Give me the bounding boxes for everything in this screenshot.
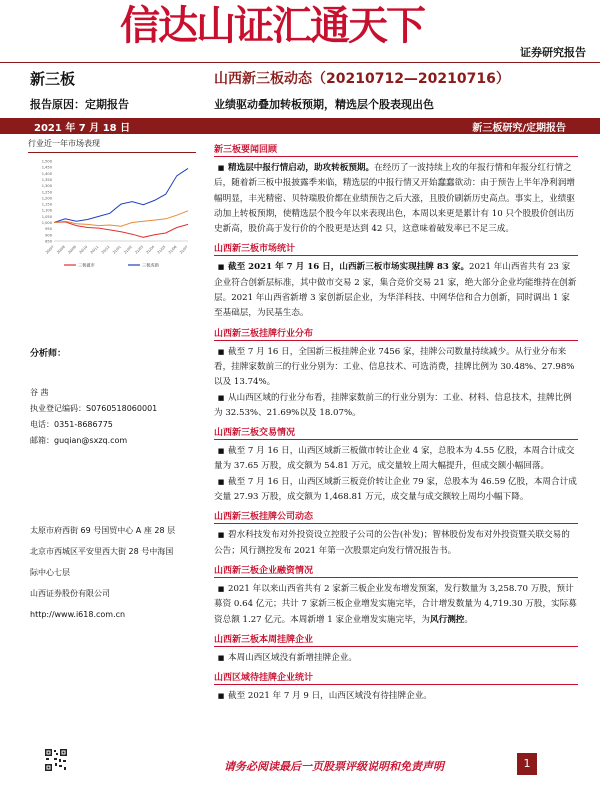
report-title: 山西新三板动态（20210712—20210716） — [214, 71, 510, 87]
x-tick-label: 20/12 — [100, 244, 111, 255]
brand-logo-text: 信达山证汇通天下 — [120, 2, 424, 49]
paragraph-text: 截至 7 月 16 日，山西区域新三板竞价转让企业 79 家，总股本为 46.59 亿股，本周合计成交量 27.93 万股，成交额为 1,468.81 万元，成交量与成交额较上周均小幅下降。 — [214, 476, 577, 503]
bullet-icon: ■ — [217, 447, 225, 456]
y-tick-label: 1,450 — [41, 165, 52, 170]
report-type-label: 证券研究报告 — [520, 46, 586, 59]
section-heading: 山西新三板挂牌公司动态 — [214, 509, 578, 524]
company-address — [30, 520, 206, 625]
paragraph-text: 本周山西区域没有新增挂牌企业。 — [228, 652, 357, 663]
main-content — [214, 138, 578, 704]
section-paragraph — [214, 528, 578, 559]
section-heading: 山西新三板本周挂牌企业 — [214, 632, 578, 647]
paragraph-tail: 。 — [464, 614, 473, 625]
qr-code-icon — [44, 748, 68, 772]
paragraph-lead: 截至 2021 年 7 月 16 日，山西新三板市场实现挂牌 83 家。 — [228, 262, 470, 273]
company-website[interactable]: http://www.i618.com.cn — [30, 610, 126, 619]
report-subtitle: 业绩驱动叠加转板预期，精选层个股表现出色 — [214, 98, 434, 111]
y-tick-label: 1,050 — [41, 214, 52, 219]
bullet-icon: ■ — [217, 653, 225, 662]
x-tick-label: 21/07 — [178, 244, 189, 255]
report-reason: 报告原因：定期报告 — [30, 98, 129, 111]
address-line: 太原市府西街 69 号国贸中心 A 座 28 层 — [30, 526, 176, 535]
analyst-email[interactable]: 邮箱：guqian@sxzq.com — [30, 436, 128, 445]
section-paragraph — [214, 582, 578, 628]
x-tick-label: 21/02 — [123, 244, 133, 255]
section-heading: 山西区域待挂牌企业统计 — [214, 670, 578, 685]
masthead — [0, 0, 600, 62]
x-tick-label: 21/05 — [156, 244, 167, 255]
x-tick-label: 20/07 — [44, 244, 55, 255]
y-tick-label: 850 — [45, 239, 52, 244]
paragraph-text: 碧水科技发布对外投资设立控股子公司的公告(补发)；智林股份发布对外投资暨关联交易的公告；风行测控发布 2021 年第一次股票定向发行情况报告书。 — [214, 530, 570, 556]
series-line-2 — [54, 211, 188, 226]
section-paragraph — [214, 689, 578, 704]
bullet-icon: ■ — [217, 263, 225, 272]
y-tick-label: 1,300 — [41, 184, 52, 189]
y-tick-label: 1,100 — [41, 208, 52, 213]
paragraph-text: 2021 年山西省共有 23 家企业符合创新层标准，其中做市交易 2 家，集合竞价交易 21 家，绝大部分企业均能维持在创新层。2021 年山西省新增 3 家创新层企业，为华洋科技、中网华信和合力创新，同时调出 1 家至基础层，为民基生态。 — [214, 262, 577, 319]
section-paragraph — [214, 444, 578, 475]
section-heading: 山西新三板挂牌行业分布 — [214, 326, 578, 341]
y-tick-label: 950 — [45, 227, 52, 232]
page-number: 1 — [517, 753, 537, 775]
y-tick-label: 1,000 — [41, 221, 52, 226]
y-tick-label: 900 — [45, 233, 52, 238]
y-tick-label: 1,150 — [41, 202, 52, 207]
series-line-0 — [54, 222, 188, 237]
y-tick-label: 1,200 — [41, 196, 52, 201]
section-paragraph — [214, 161, 578, 237]
x-tick-label: 21/04 — [145, 244, 156, 255]
analyst-info — [30, 346, 200, 449]
x-tick-label: 21/06 — [167, 244, 178, 255]
analyst-cert: 执业登记编码：S0760518060001 — [30, 404, 158, 413]
bullet-icon: ■ — [217, 393, 225, 402]
analyst-phone: 电话：0351-8686775 — [30, 420, 113, 429]
address-line: 北京市西城区平安里西大街 28 号中海国 — [30, 547, 174, 556]
y-tick-label: 1,400 — [41, 171, 52, 176]
address-line: 际中心七层 — [30, 568, 70, 577]
disclaimer-notice: 请务必阅读最后一页股票评级说明和免责声明 — [224, 760, 444, 773]
paragraph-text: 截至 7 月 16 日，全国新三板挂牌企业 7456 家，挂牌公司数量持续减少。从行业分布来看，挂牌家数前三的行业分别为：工业、信息技术、可选消费，挂牌比例为 30.48%、27.98%以及 13.74%。 — [214, 346, 575, 388]
legend-label: 三板成指 — [142, 262, 159, 268]
paragraph-lead: 精选层中报行情启动，助攻转板预期。 — [228, 163, 375, 173]
bullet-icon: ■ — [217, 531, 225, 540]
chart-title: 行业近一年市场表现 — [28, 139, 100, 148]
series-line-1 — [54, 168, 188, 222]
paragraph-text: 从山西区域的行业分布看，挂牌家数前三的行业分别为：工业、材料、信息技术，挂牌比例为 32.53%、21.69%以及 18.07%。 — [214, 392, 572, 418]
report-category: 新三板研究/定期报告 — [472, 123, 566, 134]
analyst-heading: 分析师： — [30, 349, 67, 359]
section-heading: 新三板要闻回顾 — [214, 142, 578, 157]
x-tick-label: 20/11 — [89, 244, 100, 255]
paragraph-text: 在经历了一波持续上攻的年报行情和年报分红行情之后，随着新三板中报披露季来临，精选层的中报行情又开始蠢蠢欲动：由于预告上半年净利润增幅明显，丰光精密、贝特瑞股价都在业绩预告之后大涨，且股价刷新历史高点。事实上，业绩驱动加上转板预期，使精选层个股今年以来表现出色，本周以来更是累计有 10 只个股股价创出历史新高，股价高于发行价的个股更是达到 42 只，这意味着破发率已不足三成。 — [214, 163, 575, 235]
section-paragraph — [214, 651, 578, 666]
bullet-icon: ■ — [217, 477, 225, 486]
x-tick-label: 20/09 — [67, 244, 78, 255]
sector-title: 新三板 — [30, 70, 76, 88]
section-heading: 山西新三板市场统计 — [214, 241, 578, 256]
sidebar — [28, 138, 208, 274]
section-paragraph — [214, 475, 578, 506]
x-tick-label: 21/01 — [111, 244, 122, 255]
section-paragraph — [214, 391, 578, 422]
header-rule — [0, 62, 600, 63]
y-tick-label: 1,350 — [41, 177, 52, 182]
bullet-icon: ■ — [217, 584, 225, 593]
paragraph-text: 2021 年以来山西省共有 2 家新三板企业发布增发预案，发行数量为 3,258.70 万股，预计募资 0.64 亿元；共计 7 家新三板企业增发实施完毕，合计增发数量为 4,719.30 万股，实际募资总额 1.27 亿元。本周新增 1 家企业增发实施完毕，为 — [214, 583, 577, 625]
market-chart — [28, 152, 196, 274]
section-heading: 山西新三板企业融资情况 — [214, 563, 578, 578]
bullet-icon: ■ — [217, 347, 225, 356]
bullet-icon: ■ — [217, 692, 225, 701]
paragraph-highlight: 风行测控 — [430, 614, 465, 625]
x-tick-label: 20/08 — [56, 244, 66, 255]
x-tick-label: 20/10 — [78, 244, 89, 255]
market-chart-svg — [28, 157, 196, 275]
analyst-name: 谷 茜 — [30, 388, 49, 397]
company-name: 山西证券股份有限公司 — [30, 589, 110, 598]
y-tick-label: 1,250 — [41, 190, 52, 195]
section-paragraph — [214, 260, 578, 321]
y-tick-label: 1,500 — [41, 159, 52, 164]
x-tick-label: 21/03 — [134, 244, 145, 255]
bullet-icon: ■ — [217, 164, 225, 172]
paragraph-text: 截至 7 月 16 日，山西区域新三板做市转让企业 4 家，总股本为 4.55 亿股，本周合计成交量为 37.65 万股，成交额为 54.81 万元，成交量较上周大幅提升，但成交额小幅回落。 — [214, 446, 575, 472]
paragraph-text: 截至 2021 年 7 月 9 日，山西区域没有待挂牌企业。 — [228, 691, 432, 702]
report-date: 2021 年 7 月 18 日 — [34, 123, 131, 134]
section-heading: 山西新三板交易情况 — [214, 425, 578, 440]
section-paragraph — [214, 345, 578, 391]
legend-label: 三板做市 — [78, 262, 95, 268]
